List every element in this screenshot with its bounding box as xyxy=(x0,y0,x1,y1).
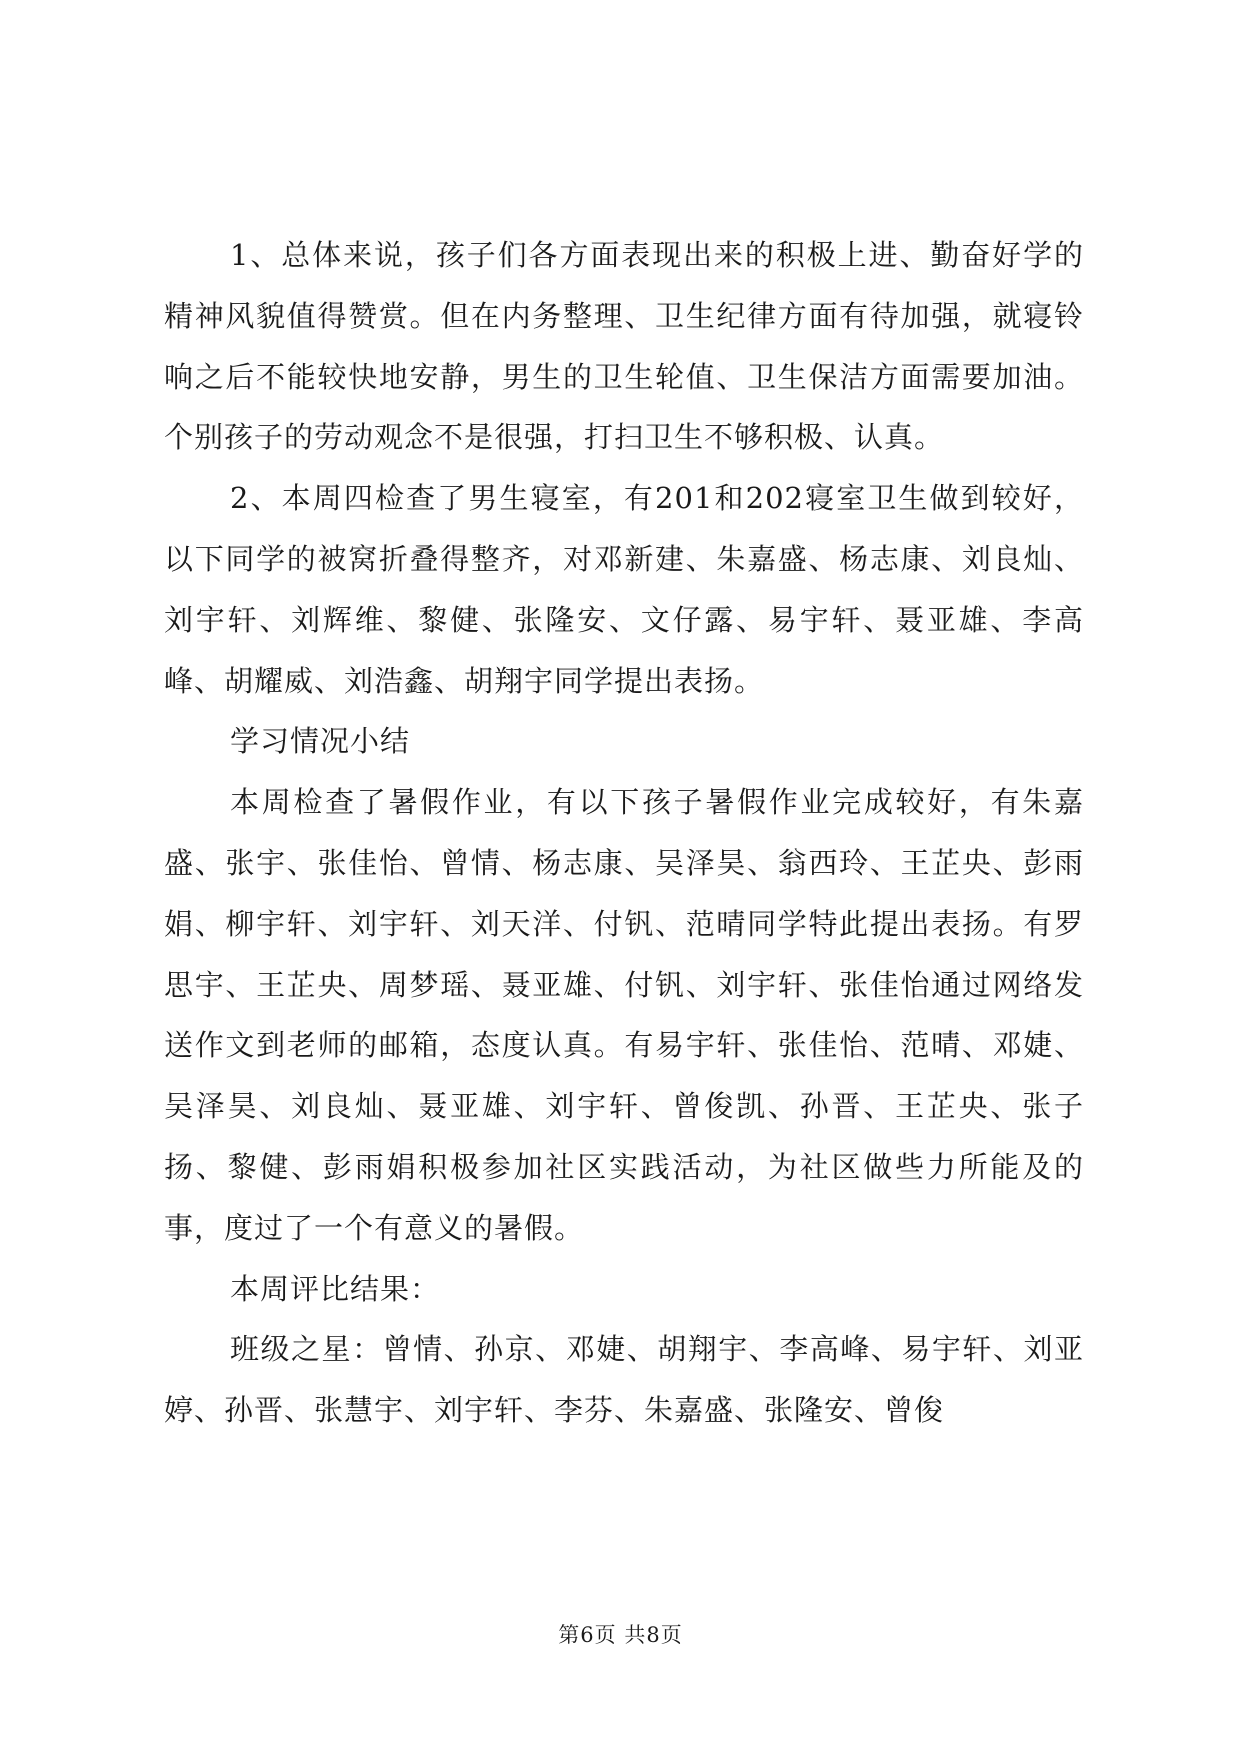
paragraph-dorm-inspection: 2、本周四检查了男生寝室，有201和202寝室卫生做到较好，以下同学的被窝折叠得整齐，对邓新建、朱嘉盛、杨志康、刘良灿、刘宇轩、刘辉维、黎健、张隆安、文仔露、易宇轩、聂亚雄、李高峰、胡耀威、刘浩鑫、胡翔宇同学提出表扬。 xyxy=(164,481,1084,698)
page-footer: 第6页 共8页 xyxy=(558,1623,683,1647)
paragraph-hygiene-summary: 1、总体来说，孩子们各方面表现出来的积极上进、勤奋好学的精神风貌值得赞赏。但在内务整理、卫生纪律方面有待加强，就寝铃响之后不能较快地安静，男生的卫生轮值、卫生保洁方面需要加油。个别孩子的劳动观念不是很强，打扫卫生不够积极、认真。 xyxy=(164,238,1084,455)
document-body xyxy=(164,225,1084,1441)
section-heading-study-summary: 学习情况小结 xyxy=(230,724,411,759)
paragraph-class-stars: 班级之星：曾情、孙京、邓婕、胡翔宇、李高峰、易宇轩、刘亚婷、孙晋、张慧宇、刘宇轩、李芬、朱嘉盛、张隆安、曾俊 xyxy=(164,1332,1084,1428)
section-heading-weekly-results: 本周评比结果： xyxy=(230,1271,441,1306)
paragraph-homework-review: 本周检查了暑假作业，有以下孩子暑假作业完成较好，有朱嘉盛、张宇、张佳怡、曾情、杨志康、吴泽昊、翁西玲、王芷央、彭雨娟、柳宇轩、刘宇轩、刘天洋、付钒、范晴同学特此提出表扬。有罗思宇、王芷央、周梦瑶、聂亚雄、付钒、刘宇轩、张佳怡通过网络发送作文到老师的邮箱，态度认真。有易宇轩、张佳怡、范晴、邓婕、吴泽昊、刘良灿、聂亚雄、刘宇轩、曾俊凯、孙晋、王芷央、张子扬、黎健、彭雨娟积极参加社区实践活动，为社区做些力所能及的事，度过了一个有意义的暑假。 xyxy=(164,785,1084,1245)
